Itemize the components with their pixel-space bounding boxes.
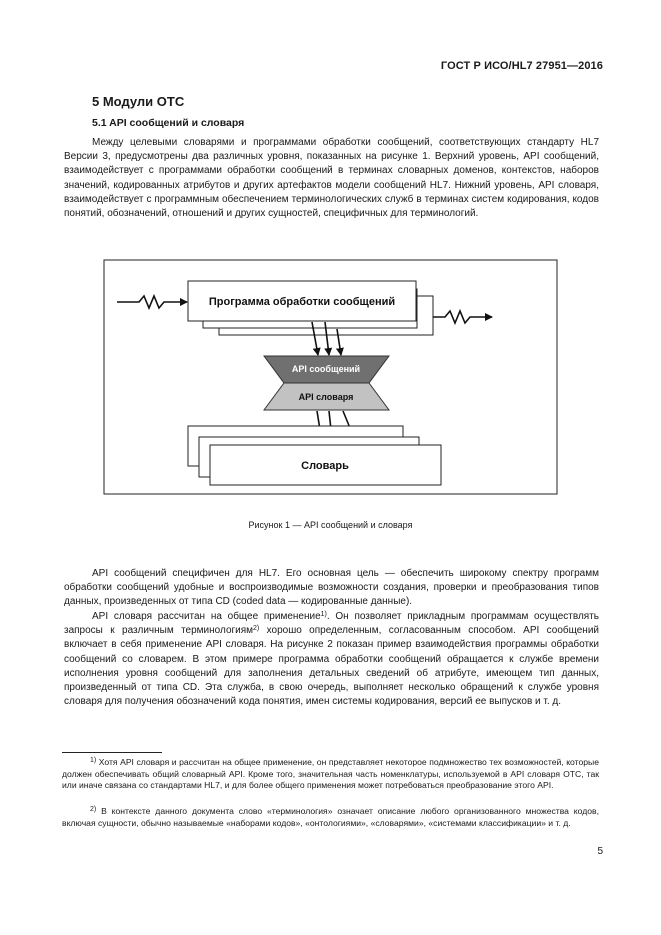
footnote-1-marker: 1) (90, 757, 97, 764)
footnote-1 (62, 757, 599, 792)
page-number: 5 (597, 846, 603, 857)
footnote-ref-1[interactable]: 1) (320, 611, 327, 618)
program-label: Программа обработки сообщений (208, 296, 396, 308)
figure-caption: Рисунок 1 — API сообщений и словаря (248, 520, 413, 530)
dictionary-api-label: API словаря (298, 392, 354, 402)
figure-1-diagram (103, 259, 559, 499)
subsection-title: 5.1 API сообщений и словаря (92, 117, 245, 129)
footnote-1-text: Хотя API словаря и рассчитан на общее применение, он представляет некоторое подмножество тех возможностей, которые должен обеспечивать общий словарный API. Кроме того, значительная часть номенклатуры, используемой в API словаря ОТС, так или иначе связана со стандартами HL7, и для более общего применения может потребоваться преобразование этого API. (62, 757, 599, 791)
footnote-2 (62, 806, 599, 829)
footnote-separator (62, 752, 162, 753)
paragraph-3 (64, 610, 599, 709)
paragraph-3-part-2: . Он позволяет прикладным программам осуществлять запросы к различным терминологиям (64, 611, 599, 637)
paragraph-2: API сообщений специфичен для HL7. Его основная цель — обеспечить широкому спектру программ обработки сообщений удобные и воспроизводимые возможности создания, проверки и преобразования типов данных, произведенных от типа CD (coded data — кодированные данные). (64, 568, 599, 608)
paragraph-1: Между целевыми словарями и программами обработки сообщений, соответствующих стандарту HL7 Версии 3, предусмотрены два различных уровня, показанных на рисунке 1. Верхний уровень, API сообщений, взаимодействует с программами обработки сообщений в терминах словарных доменов, контекстов, наборов значений, кодированных атрибутов и других артефактов модели сообщений HL7. Нижний уровень, API словаря, взаимодействует с программным обеспечением терминологических служб в терминах систем кодирования, кодов понятий, обозначений, отношений и других сущностей, специфичных для терминологий. (64, 137, 599, 220)
footnote-2-text: В контексте данного документа слово «терминология» означает описание любого организованного множества кодов, включая сущности, обычно называемые «наборами кодов», «онтологиями», «словарями», «системами классификации» и т. д. (62, 806, 599, 828)
footnote-2-marker: 2) (90, 806, 97, 813)
dictionary-label: Словарь (301, 460, 349, 472)
paragraph-3-part-3: хорошо определенным, согласованным способом. API сообщений включает в себя применение API словаря. На рисунке 2 показан пример взаимодействия программы обработки сообщений со словарем. В этом примере программа обработки сообщений обращается к службе времени исполнения уровня сообщений для заполнения детальных сведений об атрибуте, имеющем тип данных, произведенный от типа CD. Эта служба, в свою очередь, выполняет несколько обращений к службе уровня словаря для получения обозначений кода понятия, имен системы кодирования, версий ее выпусков и т. д. (64, 625, 599, 708)
message-api-label: API сообщений (291, 364, 361, 374)
footnote-ref-2[interactable]: 2) (253, 625, 260, 633)
paragraph-3-part-1: API словаря рассчитан на общее применение (92, 611, 321, 622)
section-title: 5 Модули ОТС (92, 94, 185, 109)
document-header: ГОСТ Р ИСО/HL7 27951—2016 (440, 60, 603, 72)
